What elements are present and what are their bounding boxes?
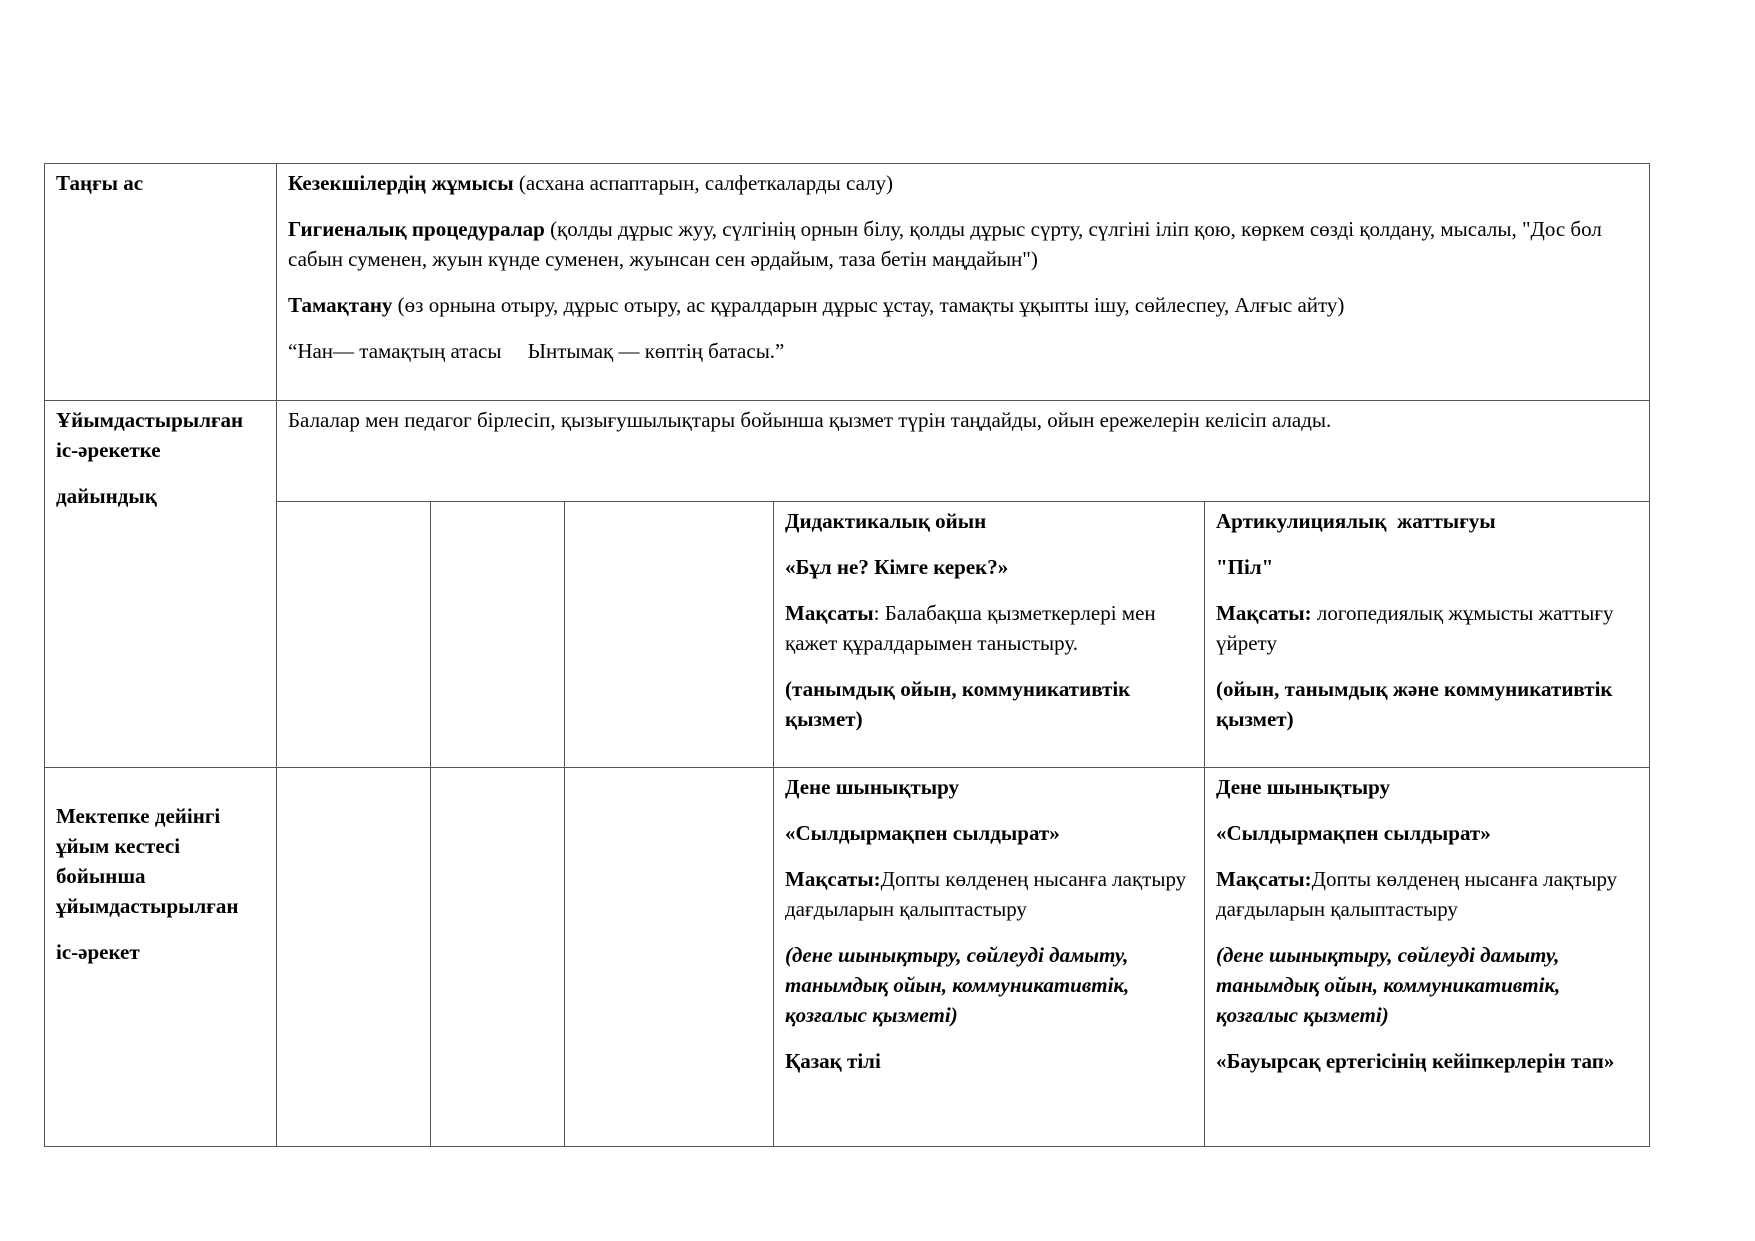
didactic-game-title: Дидактикалық ойын — [785, 509, 987, 533]
pe-goal-label-1: Мақсаты: — [785, 867, 881, 891]
duty-paragraph — [288, 168, 1638, 198]
duty-heading: Кезекшілердің жұмысы — [288, 171, 514, 195]
proverb: “Нан— тамақтың атасы Ынтымақ — көптің батасы.” — [288, 339, 785, 363]
kazakh-language-title: Қазақ тілі — [785, 1049, 881, 1073]
empty-cell — [565, 768, 774, 1147]
preparation-label-line2: іс-әрекетке — [56, 438, 161, 462]
hygiene-heading: Гигиеналық процедуралар — [288, 217, 545, 241]
eating-heading: Тамақтану — [288, 293, 393, 317]
pe-activity-2: (дене шынықтыру, сөйлеуді дамыту, танымдық ойын, коммуникативтік, қозғалыс қызметі) — [1216, 943, 1561, 1027]
breakfast-content-cell — [277, 164, 1650, 401]
didactic-game-name: «Бұл не? Кімге керек?» — [785, 555, 1009, 579]
articulation-activity: (ойын, танымдық және коммуникативтік қызмет) — [1216, 677, 1613, 731]
empty-cell — [277, 768, 431, 1147]
empty-cell — [431, 768, 565, 1147]
breakfast-label: Таңғы ас — [56, 171, 144, 195]
articulation-cell — [1205, 502, 1650, 768]
pe-game-2: «Сылдырмақпен сылдырат» — [1216, 821, 1491, 845]
eating-paragraph — [288, 290, 1638, 320]
preparation-row — [45, 401, 1650, 502]
articulation-goal-text: логопедиялық жұмысты жаттығу үйрету — [1216, 601, 1614, 655]
pe-goal-text-1: Допты көлденең нысанға лақтыру дағдыларын қалыптастыру — [785, 867, 1187, 921]
preparation-label-cell — [45, 401, 277, 768]
breakfast-row — [45, 164, 1650, 401]
pe-title-2: Дене шынықтыру — [1216, 775, 1391, 799]
hygiene-text: (қолды дұрыс жуу, сүлгінің орнын білу, қолды дұрыс сүрту, сүлгіні іліп қою, көркем сөзді қолдану, мысалы, "Дос бол сабын суменен, жуын күнде суменен, жуынсан сен әрдайым, таза бетін маңдайын") — [288, 217, 1602, 271]
daily-plan-table — [44, 163, 1650, 1147]
activity-label-line2: іс-әрекет — [56, 940, 140, 964]
preparation-label-line3: дайындық — [56, 484, 157, 508]
didactic-goal-label: Мақсаты — [785, 601, 874, 625]
pe-goal-label-2: Мақсаты: — [1216, 867, 1312, 891]
pe-title-1: Дене шынықтыру — [785, 775, 960, 799]
preparation-label-line1: Ұйымдастырылған — [56, 408, 244, 432]
empty-cell — [565, 502, 774, 768]
duty-text: (асхана аспаптарын, салфеткаларды салу) — [513, 171, 894, 195]
articulation-name: "Піл" — [1216, 555, 1274, 579]
articulation-goal-label: Мақсаты: — [1216, 601, 1312, 625]
activity-row — [45, 768, 1650, 1147]
pe-cell-1 — [774, 768, 1205, 1147]
eating-text: (өз орнына отыру, дұрыс отыру, ас құралдарын дұрыс ұстау, тамақты ұқыпты ішу, сөйлеспеу, Алғыс айту) — [392, 293, 1345, 317]
didactic-game-cell — [774, 502, 1205, 768]
activity-label-cell — [45, 768, 277, 1147]
didactic-activity: (танымдық ойын, коммуникативтік қызмет) — [785, 677, 1131, 731]
pe-game-1: «Сылдырмақпен сылдырат» — [785, 821, 1060, 845]
activity-label-line1: Мектепке дейінгі ұйым кестесі бойынша ұйымдастырылған — [56, 804, 239, 918]
preparation-text-cell — [277, 401, 1650, 502]
baursak-game-title: «Бауырсақ ертегісінің кейіпкерлерін тап» — [1216, 1049, 1615, 1073]
pe-cell-2 — [1205, 768, 1650, 1147]
articulation-title: Артикулициялық жаттығуы — [1216, 509, 1496, 533]
empty-cell — [277, 502, 431, 768]
pe-activity-1: (дене шынықтыру, сөйлеуді дамыту, танымдық ойын, коммуникативтік, қозғалыс қызметі) — [785, 943, 1130, 1027]
breakfast-label-cell — [45, 164, 277, 401]
preparation-text: Балалар мен педагог бірлесіп, қызығушылықтары бойынша қызмет түрін таңдайды, ойын ережелерін келісіп алады. — [288, 408, 1332, 432]
empty-cell — [431, 502, 565, 768]
pe-goal-text-2: Допты көлденең нысанға лақтыру дағдыларын қалыптастыру — [1216, 867, 1618, 921]
preparation-games-row — [45, 502, 1650, 768]
didactic-goal-text: : Балабақша қызметкерлері мен қажет құралдарымен таныстыру. — [785, 601, 1156, 655]
hygiene-paragraph — [288, 214, 1638, 274]
